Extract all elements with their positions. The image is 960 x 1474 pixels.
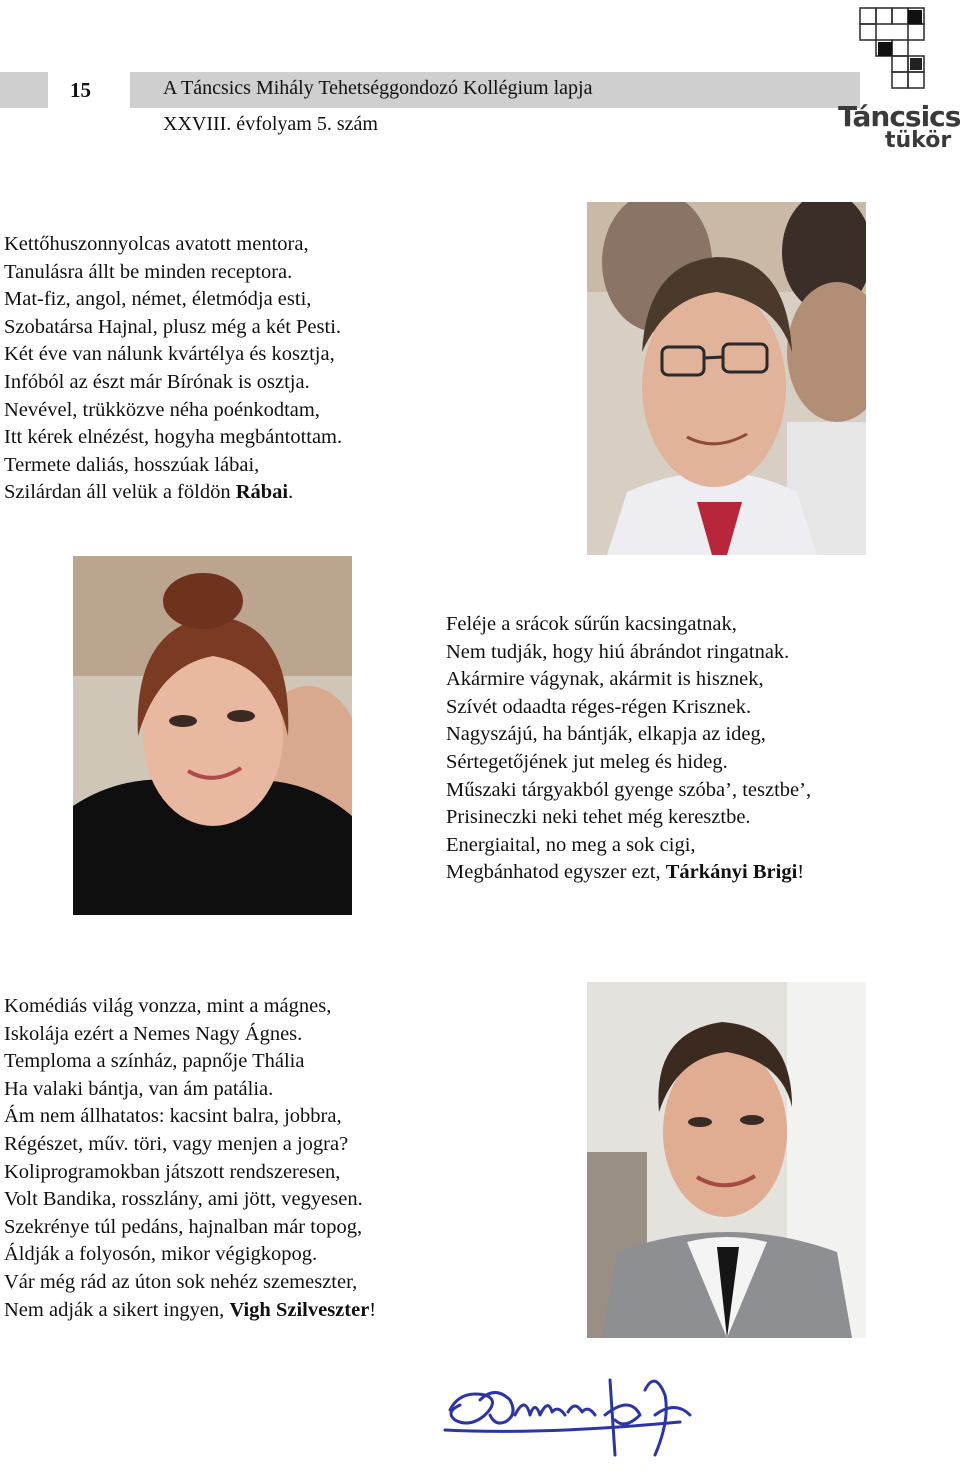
poem-rabai bbox=[4, 231, 342, 507]
poem-line-suffix: ! bbox=[797, 861, 805, 884]
poem-line: Termete daliás, hosszúak lábai, bbox=[4, 453, 260, 476]
page-number: 15 bbox=[70, 78, 91, 102]
person-name: Vigh Szilveszter bbox=[229, 1298, 370, 1321]
poem-line: Komédiás világ vonzza, mint a mágnes, bbox=[4, 995, 332, 1017]
poem-line: Sértegetőjének jut meleg és hideg. bbox=[446, 750, 728, 773]
poem-line: Régészet, műv. töri, vagy menjen a jogra? bbox=[4, 1132, 349, 1155]
portrait-photo-tarkanyi-brigi bbox=[73, 556, 352, 915]
poem-line: Szobatársa Hajnal, plusz még a két Pesti. bbox=[4, 315, 342, 338]
poem-line: Szekrénye túl pedáns, hajnalban már topog, bbox=[4, 1215, 363, 1238]
poem-line-suffix: ! bbox=[369, 1298, 377, 1321]
poem-line: Feléje a srácok sűrűn kacsingatnak, bbox=[446, 613, 737, 635]
person-name: Tárkányi Brigi bbox=[665, 861, 798, 884]
logo-subtitle: tükör bbox=[885, 128, 952, 153]
portrait-photo-rabai bbox=[587, 202, 866, 555]
poem-line: Koliprogramokban játszott rendszeresen, bbox=[4, 1160, 341, 1183]
poem-line: Akármire vágynak, akármit is hisznek, bbox=[446, 668, 764, 691]
poem-tarkanyi-brigi bbox=[446, 611, 811, 887]
poem-line-prefix: Megbánhatod egyszer ezt, bbox=[446, 861, 666, 884]
poem-vigh-szilveszter bbox=[4, 993, 376, 1324]
poem-line: Áldják a folyosón, mikor végigkopog. bbox=[4, 1243, 318, 1266]
poem-line: Temploma a színház, papnője Thália bbox=[4, 1050, 305, 1073]
poem-line: Volt Bandika, rosszlány, ami jött, vegyesen. bbox=[4, 1188, 363, 1211]
poem-line-prefix: Szilárdan áll velük a földön bbox=[4, 481, 236, 504]
poem-line: Vár még rád az úton sok nehéz szemeszter, bbox=[4, 1270, 358, 1293]
poem-last-line bbox=[4, 479, 342, 507]
poem-line: Műszaki tárgyakból gyenge szóba’, tesztbe’, bbox=[446, 778, 812, 801]
poem-line: Tanulásra állt be minden receptora. bbox=[4, 260, 293, 283]
portrait-photo-vigh-szilveszter bbox=[587, 982, 866, 1338]
poem-line-prefix: Nem adják a sikert ingyen, bbox=[4, 1298, 230, 1321]
poem-last-line bbox=[4, 1297, 376, 1325]
poem-line: Nagyszájú, ha bántják, elkapja az ideg, bbox=[446, 723, 766, 746]
poem-line: Két éve van nálunk kvártélya és kosztja, bbox=[4, 343, 335, 366]
poem-line: Szívét odaadta réges-régen Krisznek. bbox=[446, 695, 752, 718]
poem-line-suffix: . bbox=[288, 481, 294, 504]
issue-label: XXVIII. évfolyam 5. szám bbox=[163, 113, 378, 135]
poem-line: Ha valaki bántja, van ám patália. bbox=[4, 1077, 274, 1100]
poem-line: Nevével, trükközve néha poénkodtam, bbox=[4, 398, 320, 421]
poem-line: Kettőhuszonnyolcas avatott mentora, bbox=[4, 233, 309, 255]
handwritten-signature bbox=[440, 1360, 720, 1470]
poem-line: Nem tudják, hogy hiú ábrándot ringatnak. bbox=[446, 640, 790, 663]
poem-line: Prisineczki neki tehet még keresztbe. bbox=[446, 806, 751, 829]
poem-line: Infóból az észt már Bírónak is osztja. bbox=[4, 370, 310, 393]
poem-last-line bbox=[446, 859, 811, 887]
poem-line: Mat-fiz, angol, német, életmódja esti, bbox=[4, 288, 312, 311]
person-name: Rábai bbox=[235, 481, 289, 504]
poem-line: Ám nem állhatatos: kacsint balra, jobbra, bbox=[4, 1105, 342, 1128]
poem-line: Iskolája ezért a Nemes Nagy Ágnes. bbox=[4, 1022, 303, 1045]
poem-line: Itt kérek elnézést, hogyha megbántottam. bbox=[4, 426, 343, 449]
poem-line: Energiaital, no meg a sok cigi, bbox=[446, 833, 696, 856]
magazine-title: A Táncsics Mihály Tehetséggondozó Kollégium lapja bbox=[163, 77, 593, 99]
logo-name: Táncsics bbox=[838, 100, 960, 133]
